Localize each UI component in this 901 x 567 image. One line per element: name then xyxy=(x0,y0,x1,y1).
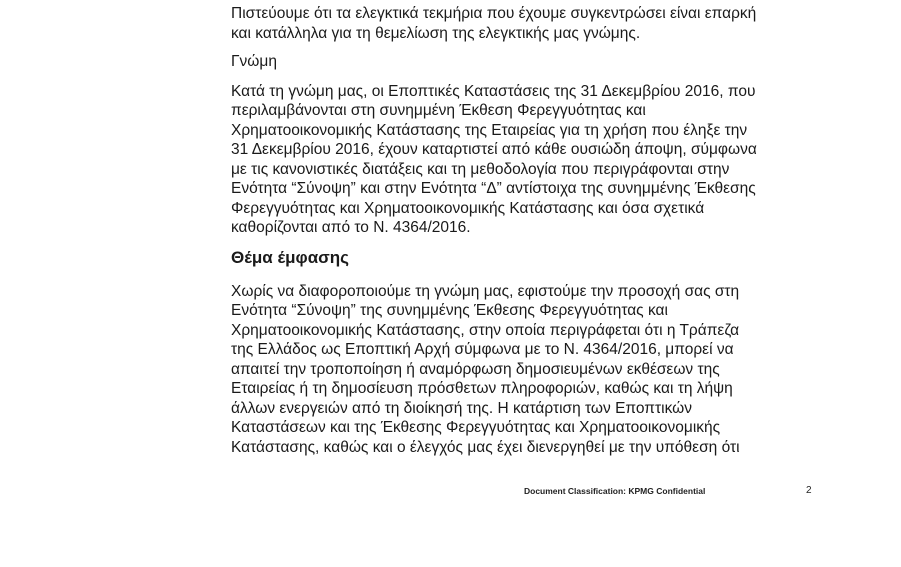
text-line: Χρηματοοικονομικής Κατάστασης, στην οποία περιγράφεται ότι η Τράπεζα xyxy=(231,321,740,339)
text-line: Πιστεύουμε ότι τα ελεγκτικά τεκμήρια που έχουμε συγκεντρώσει είναι επαρκή xyxy=(231,5,757,22)
emphasis-heading: Θέμα έμφασης xyxy=(231,247,350,267)
text-line: απαιτεί την τροποποίηση ή αναμόρφωση δημοσιευμένων εκθέσεων της xyxy=(231,360,720,378)
text-line: Κατά τη γνώμη μας, οι Εποπτικές Καταστάσεις της 31 Δεκεμβρίου 2016, που xyxy=(231,82,756,100)
opinion-paragraph xyxy=(231,82,811,238)
text-line: Εταιρείας ή τη δημοσίευση πρόσθετων πληροφοριών, καθώς και τη λήψη xyxy=(231,380,733,397)
text-line: περιλαμβάνονται στη συνημμένη Έκθεση Φερεγγυότητας και xyxy=(231,102,646,119)
page-number: 2 xyxy=(806,485,812,496)
text-line: καθορίζονται από το Ν. 4364/2016. xyxy=(231,219,471,236)
text-line: και κατάλληλα για τη θεμελίωση της ελεγκτικής μας γνώμης. xyxy=(231,24,641,42)
emphasis-paragraph xyxy=(231,282,811,458)
intro-paragraph xyxy=(231,4,811,43)
text-line: με τις κανονιστικές διατάξεις και τη μεθοδολογία που περιγράφονται στην xyxy=(231,160,730,178)
document-body xyxy=(231,4,811,457)
text-line: Ενότητα “Σύνοψη” και στην Ενότητα “Δ” αντίστοιχα της συνημμένης Έκθεσης xyxy=(231,180,756,197)
text-line: Ενότητα “Σύνοψη” της συνημμένης Έκθεσης Φερεγγυότητας και xyxy=(231,302,668,319)
opinion-label: Γνώμη xyxy=(231,53,277,70)
text-line: Φερεγγυότητας και Χρηματοοικονομικής Κατάστασης και όσα σχετικά xyxy=(231,199,705,217)
text-line: Χρηματοοικονομικής Κατάστασης της Εταιρείας για τη χρήση που έληξε την xyxy=(231,121,748,139)
text-line: Καταστάσεων και της Έκθεσης Φερεγγυότητας και Χρηματοοικονομικής xyxy=(231,419,721,436)
text-line: της Ελλάδος ως Εποπτική Αρχή σύμφωνα με το Ν. 4364/2016, μπορεί να xyxy=(231,341,734,358)
text-line: Χωρίς να διαφοροποιούμε τη γνώμη μας, εφιστούμε την προσοχή σας στη xyxy=(231,282,740,300)
text-line: 31 Δεκεμβρίου 2016, έχουν καταρτιστεί από κάθε ουσιώδη άποψη, σύμφωνα xyxy=(231,141,757,158)
text-line: άλλων ενεργειών από τη διοίκησή της. Η κατάρτιση των Εποπτικών xyxy=(231,399,692,417)
text-line: Κατάστασης, καθώς και ο έλεγχός μας έχει διενεργηθεί με την υπόθεση ότι xyxy=(231,438,740,456)
document-classification: Document Classification: KPMG Confidential xyxy=(524,486,706,496)
